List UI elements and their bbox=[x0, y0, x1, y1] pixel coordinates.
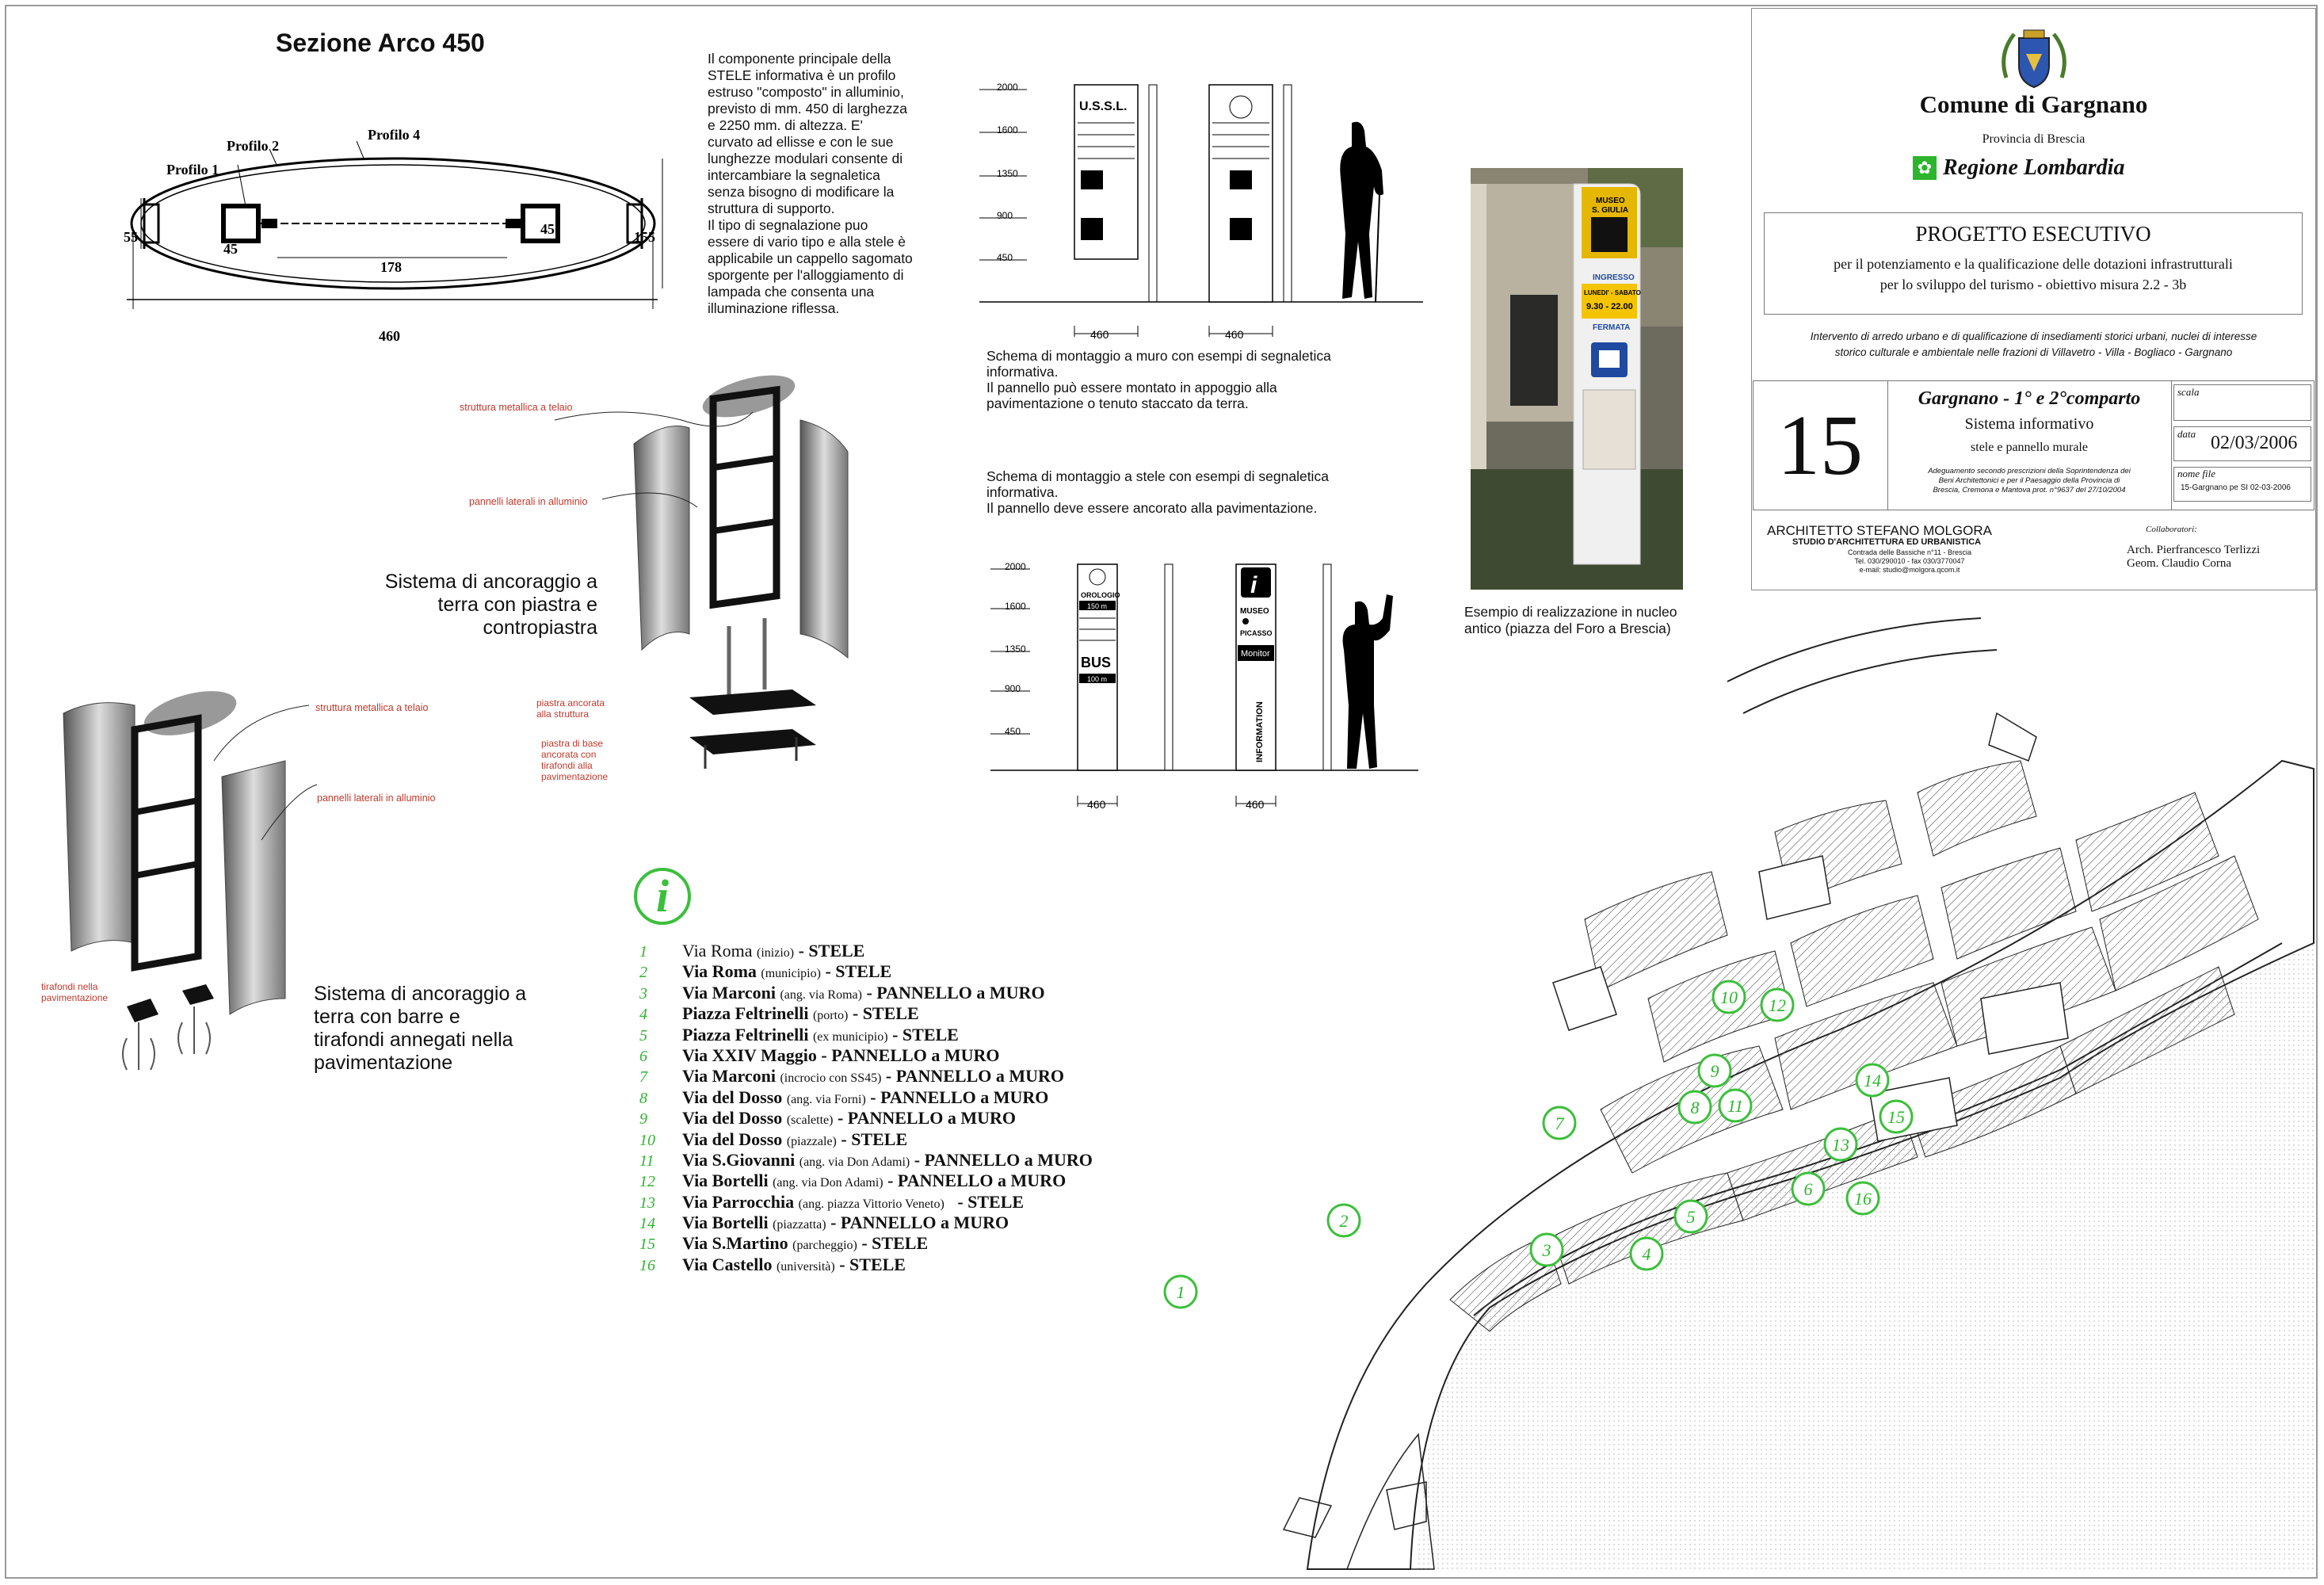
map-marker-label: 6 bbox=[1803, 1179, 1813, 1199]
approval-note: Adeguamento secondo prescrizioni della Soprintendenza dei Beni Architettonici e per il Paesaggio della Provincia di Brescia, Cremona e Mantova prot. n°9637 del 27/10/2004 bbox=[1928, 467, 2131, 495]
label-profilo-1: Profilo 1 bbox=[166, 162, 219, 178]
dim-45-left: 45 bbox=[223, 241, 238, 257]
map-marker-label: 9 bbox=[1710, 1061, 1719, 1081]
svg-text:1350: 1350 bbox=[1005, 644, 1026, 655]
intervention-line-1: Intervento di arredo urbano e di qualificazione di insediamenti storici urbani, nuclei di interesse bbox=[1810, 330, 2257, 342]
iso1-label-frame: struttura metallica a telaio bbox=[460, 402, 573, 413]
stele-scheme-caption: Schema di montaggio a stele con esempi di segnaletica informativa. Il pannello deve essere ancorato alla pavimentazione. bbox=[986, 468, 1329, 516]
iso2-label-frame: struttura metallica a telaio bbox=[315, 702, 429, 713]
info-icon: i bbox=[634, 868, 691, 925]
svg-text:9.30 - 22.00: 9.30 - 22.00 bbox=[1586, 302, 1633, 311]
legend-item: 5 Piazza Feltrinelli (ex municipio) - STELE bbox=[639, 1024, 959, 1045]
iso1-label-base-plate: piastra di base ancorata con tirafondi alla pavimentazione bbox=[541, 738, 609, 782]
map-marker-label: 1 bbox=[1176, 1282, 1185, 1302]
svg-text:900: 900 bbox=[1005, 683, 1021, 694]
file-value: 15-Gargnano pe SI 02-03-2006 bbox=[2181, 483, 2291, 492]
svg-text:450: 450 bbox=[997, 252, 1013, 263]
iso1-caption: Sistema di ancoraggio a terra con piastra e contropiastra bbox=[384, 571, 597, 639]
svg-text:100 m: 100 m bbox=[1087, 675, 1108, 683]
dim-178: 178 bbox=[380, 259, 402, 275]
svg-text:1600: 1600 bbox=[997, 124, 1018, 136]
dim-155: 155 bbox=[634, 229, 655, 245]
wall-scheme-caption: Schema di montaggio a muro con esempi di segnaletica informativa. Il pannello può essere montato in appoggio alla pavimentazione o tenuto staccato da terra. bbox=[986, 348, 1331, 411]
sheet-subtitle-2: stele e pannello murale bbox=[1971, 441, 2088, 454]
town-map bbox=[1046, 634, 2314, 1577]
architect-name: ARCHITETTO STEFANO MOLGORA bbox=[1767, 523, 1992, 538]
svg-text:S. GIULIA: S. GIULIA bbox=[1592, 206, 1629, 215]
lombardia-logo-icon: ✿ bbox=[1913, 156, 1937, 180]
dim-45-right: 45 bbox=[540, 221, 555, 237]
map-marker-label: 12 bbox=[1769, 995, 1786, 1015]
section-drawing bbox=[124, 119, 681, 349]
legend-item: 4 Piazza Feltrinelli (porto) - STELE bbox=[639, 1003, 919, 1024]
dim-460: 460 bbox=[379, 328, 400, 344]
iso1-label-panels: pannelli laterali in alluminio bbox=[469, 496, 588, 507]
map-marker-label: 10 bbox=[1720, 987, 1738, 1007]
file-label: nome file bbox=[2177, 468, 2216, 479]
wall-mount-scheme bbox=[979, 75, 1423, 345]
legend-item: 3 Via Marconi (ang. via Roma) - PANNELLO a MURO bbox=[639, 982, 1045, 1003]
svg-text:BUS: BUS bbox=[1081, 655, 1112, 670]
intervention-line-2: storico culturale e ambientale nelle frazioni di Villavetro - Villa - Bogliaco - Gargnano bbox=[1834, 346, 2233, 358]
legend-item: 7 Via Marconi (incrocio con SS45) - PANNELLO a MURO bbox=[639, 1066, 1065, 1087]
map-marker-label: 13 bbox=[1832, 1135, 1849, 1155]
scale-label: scala bbox=[2177, 386, 2200, 398]
legend-item: 11 Via S.Giovanni (ang. via Don Adami) - PANNELLO a MURO bbox=[639, 1149, 1093, 1170]
collaborators-label: Collaboratori: bbox=[2146, 525, 2197, 534]
legend-item: 12 Via Bortelli (ang. via Don Adami) - PANNELLO a MURO bbox=[639, 1171, 1067, 1191]
project-subtitle-2: per lo sviluppo del turismo - obiettivo misura 2.2 - 3b bbox=[1879, 277, 2187, 292]
legend-item: 2 Via Roma (municipio) - STELE bbox=[639, 961, 892, 982]
map-marker-label: 3 bbox=[1542, 1240, 1551, 1260]
svg-text:2000: 2000 bbox=[997, 82, 1018, 93]
region-name: Regione Lombardia bbox=[1943, 155, 2125, 180]
map-marker-label: 16 bbox=[1854, 1189, 1872, 1209]
svg-text:450: 450 bbox=[1005, 726, 1021, 737]
label-profilo-4: Profilo 4 bbox=[368, 127, 421, 143]
wall-dim-a: 460 bbox=[1090, 328, 1109, 341]
iso2-label-anchors: tirafondi nella pavimentazione bbox=[41, 981, 109, 1003]
collaborator-1: Arch. Pierfrancesco Terlizzi bbox=[2127, 544, 2261, 556]
iso2-caption: Sistema di ancoraggio a terra con barre e tirafondi annegati nella pavimentazione bbox=[314, 983, 527, 1074]
collaborator-2: Geom. Claudio Corna bbox=[2127, 557, 2232, 570]
map-marker-label: 5 bbox=[1686, 1207, 1696, 1227]
legend-item: 14 Via Bortelli (piazzatta) - PANNELLO a MURO bbox=[639, 1213, 1009, 1233]
svg-text:MUSEO: MUSEO bbox=[1240, 607, 1269, 616]
project-subtitle-1: per il potenziamento e la qualificazione delle dotazioni infrastrutturali bbox=[1834, 256, 2233, 272]
svg-text:1600: 1600 bbox=[1005, 601, 1026, 612]
map-marker-label: 15 bbox=[1887, 1107, 1905, 1127]
legend-item: 8 Via del Dosso (ang. via Forni) - PANNELLO a MURO bbox=[639, 1087, 1049, 1107]
studio-name: STUDIO D'ARCHITETTURA ED URBANISTICA bbox=[1792, 537, 1982, 547]
map-marker-label: 7 bbox=[1555, 1113, 1564, 1133]
realization-photo bbox=[1471, 168, 1683, 590]
legend-item: 13 Via Parrocchia (ang. piazza Vittorio Veneto) - STELE bbox=[639, 1191, 1025, 1212]
svg-text:FERMATA: FERMATA bbox=[1593, 323, 1631, 332]
map-marker-label: 8 bbox=[1690, 1098, 1700, 1117]
svg-text:2000: 2000 bbox=[1005, 561, 1026, 572]
svg-text:OROLOGIO: OROLOGIO bbox=[1081, 591, 1120, 599]
sheet-number: 15 bbox=[1777, 399, 1863, 493]
stele-dim-a: 460 bbox=[1087, 798, 1106, 811]
legend-item: 16 Via Castello (università) - STELE bbox=[639, 1254, 906, 1274]
svg-text:INGRESSO: INGRESSO bbox=[1593, 273, 1635, 282]
date-label: data bbox=[2177, 428, 2196, 440]
svg-text:MUSEO: MUSEO bbox=[1596, 197, 1625, 205]
legend-item: 6 Via XXIV Maggio - PANNELLO a MURO bbox=[639, 1045, 1000, 1065]
map-marker-label: 11 bbox=[1727, 1096, 1744, 1116]
svg-text:150 m: 150 m bbox=[1087, 602, 1108, 610]
map-marker-label: 2 bbox=[1339, 1211, 1349, 1231]
svg-text:LUNEDI' - SABATO: LUNEDI' - SABATO bbox=[1584, 289, 1641, 296]
legend-item: 1 Via Roma (inizio) - STELE bbox=[639, 941, 865, 961]
svg-text:1350: 1350 bbox=[997, 168, 1018, 179]
legend-item: 15 Via S.Martino (parcheggio) - STELE bbox=[639, 1233, 929, 1254]
label-profilo-2: Profilo 2 bbox=[227, 138, 280, 154]
svg-text:i: i bbox=[1250, 572, 1257, 598]
legend-item: 10 Via del Dosso (piazzale) - STELE bbox=[639, 1129, 908, 1149]
province-name: Provincia di Brescia bbox=[1982, 132, 2085, 146]
sign-legend-list bbox=[639, 941, 1093, 1275]
wall-sign-text: U.S.S.L. bbox=[1079, 100, 1128, 113]
section-title: Sezione Arco 450 bbox=[276, 29, 485, 57]
svg-text:INFORMATION: INFORMATION bbox=[1255, 701, 1265, 762]
svg-text:Monitor: Monitor bbox=[1241, 649, 1270, 659]
svg-text:900: 900 bbox=[997, 210, 1013, 221]
municipality-name: Comune di Gargnano bbox=[1919, 90, 2148, 118]
sheet-title: Gargnano - 1° e 2°comparto bbox=[1918, 388, 2141, 409]
date-value: 02/03/2006 bbox=[2211, 433, 2298, 453]
iso2-leader-lines bbox=[214, 697, 325, 856]
map-marker-label: 4 bbox=[1642, 1244, 1651, 1264]
svg-text:PICASSO: PICASSO bbox=[1240, 629, 1273, 637]
municipal-crest-icon bbox=[1998, 22, 2070, 94]
map-marker-label: 14 bbox=[1864, 1071, 1881, 1090]
studio-contacts: Contrada delle Bassiche n°11 - Brescia Tel. 030/290010 - fax 030/3770047 e-mail: studio@molgora.qcom.it bbox=[1847, 548, 1971, 574]
project-title: PROGETTO ESECUTIVO bbox=[1915, 222, 2151, 246]
iso2-label-panels: pannelli laterali in alluminio bbox=[317, 792, 436, 804]
photo-caption: Esempio di realizzazione in nucleo antico (piazza del Foro a Brescia) bbox=[1464, 604, 1677, 636]
dim-55: 55 bbox=[124, 229, 138, 245]
sheet-subtitle-1: Sistema informativo bbox=[1964, 415, 2094, 433]
stele-dim-b: 460 bbox=[1246, 798, 1265, 811]
legend-item: 9 Via del Dosso (scalette) - PANNELLO a MURO bbox=[639, 1108, 1017, 1129]
stele-description: Il componente principale della STELE informativa è un profilo estruso "composto" in alluminio, previsto di mm. 450 di larghezza e 2250 mm. di altezza. E' curvato ad ellisse e con le sue lunghezze modulari consente di intercambiare la segnaletica senza bisogno di modificare la struttura di supporto. Il tipo di segnalazione puo essere di vario tipo e alla stele è applicabile un cappello sagomato sporgente per l'alloggiamento di lampada che consenta una illuminazione riflessa. bbox=[708, 51, 913, 316]
iso1-label-plate: piastra ancorata alla struttura bbox=[536, 697, 605, 720]
wall-dim-b: 460 bbox=[1225, 328, 1244, 341]
